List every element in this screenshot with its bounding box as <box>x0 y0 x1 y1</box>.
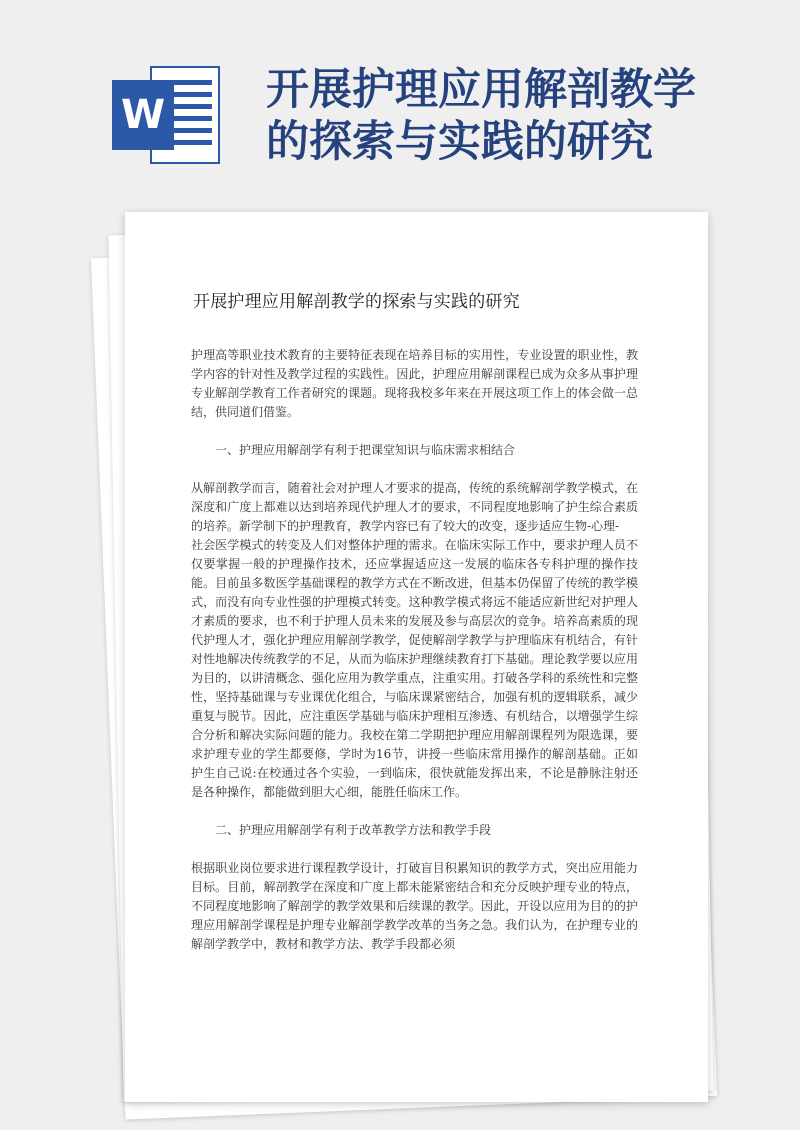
text-line-icon <box>172 104 212 109</box>
body-paragraph: 社会医学模式的转变及人们对整体护理的需求。在临床实际工作中，要求护理人员不仅要掌握一般的护理操作技术，还应掌握适应这一发展的临床各专科护理的操作技能。目前虽多数医学基础课程的教学方式在不断改进，但基本仍保留了传统的教学模式，而没有向专业性强的护理模式转变。这种教学模式将远不能适应新世纪对护理人才素质的要求，也不利于护理人员未来的发展及参与高层次的竞争。培养高素质的现代护理人才，强化护理应用解剖学教学，促使解剖学教学与护理临床有机结合，有针对性地解决传统教学的不足，从而为临床护理继续教育打下基础。理论教学要以应用为目的，以讲清概念、强化应用为教学重点，注重实用。打破各学科的系统性和完整性，坚持基础课与专业课优化组合，与临床课紧密结合，加强有机的逻辑联系，减少重复与脱节。因此，应注重医学基础与临床护理相互渗透、有机结合，以增强学生综合分析和解决实际问题的能力。我校在第二学期把护理应用解剖课程列为限选课，要求护理专业的学生都要修，学时为16节，讲授一些临床常用操作的解剖基础。正如护生自己说:在校通过各个实验，一到临床，很快就能发挥出来，不论是静脉注射还是各种操作，都能做到胆大心细，能胜任临床工作。 <box>191 538 638 799</box>
text-line-icon <box>172 116 212 121</box>
document-header-title: 开展护理应用解剖教学的探索与实践的研究 <box>266 65 696 167</box>
body-paragraph: 根据职业岗位要求进行课程教学设计，打破盲目积累知识的教学方式，突出应用能力目标。目前，解剖教学在深度和广度上都未能紧密结合和充分反映护理专业的特点，不同程度地影响了解剖学的教学效果和后续课的教学。因此，开设以应用为目的的护理应用解剖学课程是护理专业解剖学教学改革的当务之急。我们认为，在护理专业的解剖学教学中，教材和教学方法、教学手段都必须 <box>191 861 638 951</box>
body-paragraph: 从解剖教学而言，随着社会对护理人才要求的提高，传统的系统解剖学教学模式，在深度和广度上都难以达到培养现代护理人才的要求，不同程度地影响了护生综合素质的培养。新学制下的护理教育，教学内容已有了较大的改变，逐步适应生物-心理- <box>191 481 638 533</box>
word-letter-badge: W <box>112 80 174 150</box>
text-line-icon <box>172 128 212 133</box>
word-document-icon <box>112 66 222 164</box>
text-line-icon <box>172 140 212 145</box>
body-paragraph: 护理高等职业技术教育的主要特征表现在培养目标的实用性，专业设置的职业性，教学内容的针对性及教学过程的实践性。因此，护理应用解剖课程已成为众多从事护理专业解剖学教育工作者研究的课题。现将我校多年来在开展这项工作上的体会做一总结，供同道们借鉴。 <box>191 348 638 419</box>
document-body <box>191 346 638 954</box>
document-page[interactable] <box>125 212 708 1102</box>
section-heading: 一、护理应用解剖学有利于把课堂知识与临床需求相结合 <box>215 443 516 457</box>
text-line-icon <box>172 92 212 97</box>
page-title: 开展护理应用解剖教学的探索与实践的研究 <box>193 292 520 312</box>
section-heading: 二、护理应用解剖学有利于改革教学方法和教学手段 <box>215 823 492 837</box>
text-line-icon <box>172 80 212 85</box>
